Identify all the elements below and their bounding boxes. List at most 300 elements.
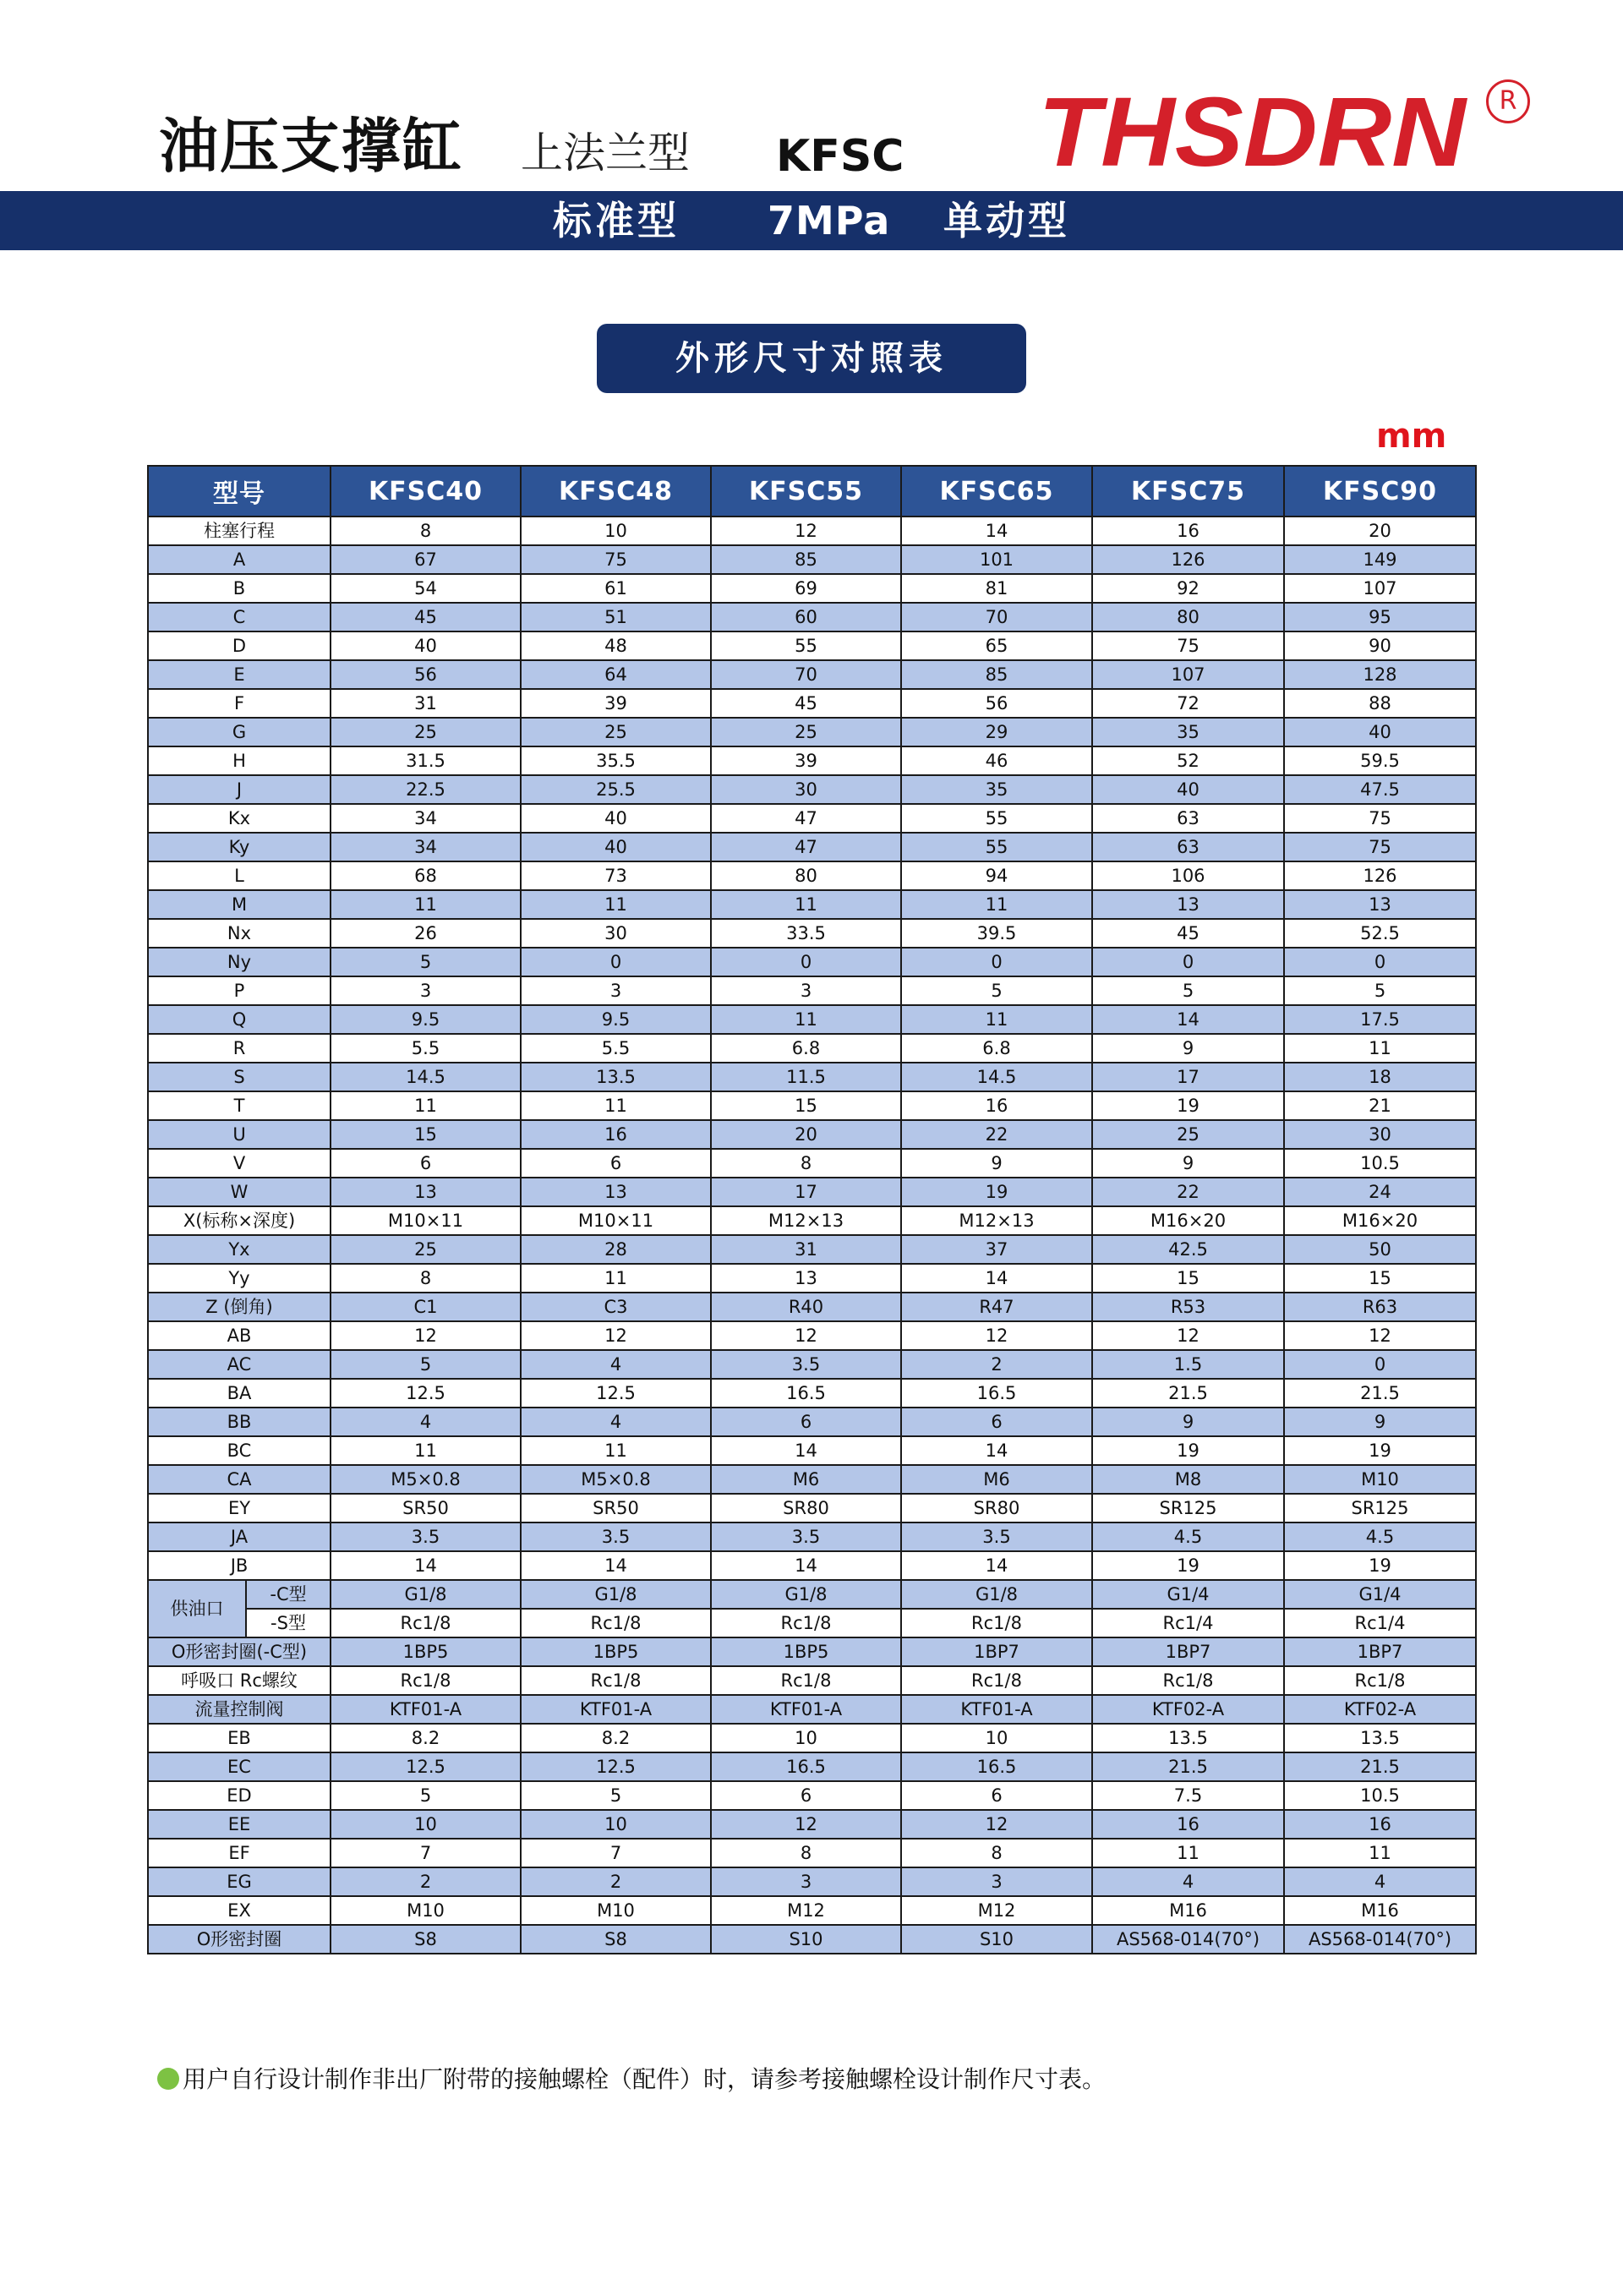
table-cell: 14	[901, 1551, 1092, 1580]
row-label: U	[148, 1120, 331, 1149]
table-row	[148, 660, 1476, 689]
table-row	[148, 1781, 1476, 1810]
table-cell: 5.5	[331, 1034, 521, 1063]
table-cell: 1BP5	[521, 1637, 711, 1666]
row-label: EC	[148, 1752, 331, 1781]
table-cell: 9	[1092, 1034, 1284, 1063]
table-cell: 5	[521, 1781, 711, 1810]
page-subtitle: 上法兰型	[521, 128, 690, 178]
table-row	[148, 976, 1476, 1005]
table-cell: 128	[1284, 660, 1476, 689]
table-row	[148, 1321, 1476, 1350]
table-row	[148, 804, 1476, 833]
table-row	[148, 948, 1476, 976]
header-model: KFSC90	[1284, 466, 1476, 517]
table-cell: 17	[711, 1178, 901, 1206]
row-sublabel: -S型	[246, 1609, 331, 1637]
table-row	[148, 1091, 1476, 1120]
table-cell: 0	[1284, 948, 1476, 976]
table-cell: M12	[901, 1896, 1092, 1925]
table-cell: 29	[901, 718, 1092, 746]
table-cell: R53	[1092, 1293, 1284, 1321]
table-cell: 14.5	[901, 1063, 1092, 1091]
table-cell: 25	[521, 718, 711, 746]
table-cell: 14	[331, 1551, 521, 1580]
table-cell: 12	[901, 1810, 1092, 1839]
header-model: KFSC75	[1092, 466, 1284, 517]
table-row	[148, 1408, 1476, 1436]
table-row	[148, 1465, 1476, 1494]
table-cell: 8.2	[331, 1724, 521, 1752]
table-cell: 6	[901, 1408, 1092, 1436]
table-cell: 39	[711, 746, 901, 775]
table-row	[148, 1005, 1476, 1034]
row-label: M	[148, 890, 331, 919]
table-cell: 1BP5	[331, 1637, 521, 1666]
table-cell: 16	[1284, 1810, 1476, 1839]
row-label: Kx	[148, 804, 331, 833]
table-cell: 2	[521, 1867, 711, 1896]
table-cell: 15	[331, 1120, 521, 1149]
table-cell: S10	[901, 1925, 1092, 1954]
table-cell: 3	[331, 976, 521, 1005]
table-cell: 54	[331, 574, 521, 603]
table-cell: 19	[1092, 1436, 1284, 1465]
table-cell: 149	[1284, 545, 1476, 574]
table-cell: 14	[901, 1264, 1092, 1293]
table-row	[148, 545, 1476, 574]
table-cell: 4.5	[1092, 1522, 1284, 1551]
table-cell: 52.5	[1284, 919, 1476, 948]
table-cell: 0	[901, 948, 1092, 976]
table-cell: R40	[711, 1293, 901, 1321]
table-cell: Rc1/8	[711, 1666, 901, 1695]
table-cell: 75	[1284, 833, 1476, 861]
table-cell: 40	[1092, 775, 1284, 804]
row-label: B	[148, 574, 331, 603]
table-cell: SR80	[711, 1494, 901, 1522]
table-cell: M6	[711, 1465, 901, 1494]
table-cell: 56	[331, 660, 521, 689]
table-cell: 7	[521, 1839, 711, 1867]
table-cell: 106	[1092, 861, 1284, 890]
table-cell: 11	[901, 1005, 1092, 1034]
table-cell: 39.5	[901, 919, 1092, 948]
table-row	[148, 603, 1476, 631]
table-cell: Rc1/8	[521, 1666, 711, 1695]
table-cell: 73	[521, 861, 711, 890]
table-row	[148, 1063, 1476, 1091]
table-cell: 1BP7	[1284, 1637, 1476, 1666]
table-cell: M12×13	[711, 1206, 901, 1235]
table-cell: 4.5	[1284, 1522, 1476, 1551]
table-cell: 65	[901, 631, 1092, 660]
table-cell: 6	[331, 1149, 521, 1178]
table-row	[148, 1551, 1476, 1580]
table-row	[148, 775, 1476, 804]
row-label: EE	[148, 1810, 331, 1839]
table-cell: 11	[521, 890, 711, 919]
table-cell: 11	[521, 1091, 711, 1120]
bullet-icon	[157, 2068, 179, 2090]
table-cell: 95	[1284, 603, 1476, 631]
table-cell: 45	[331, 603, 521, 631]
table-cell: 55	[711, 631, 901, 660]
table-cell: 12.5	[521, 1752, 711, 1781]
table-cell: 9	[901, 1149, 1092, 1178]
header-model-label: 型号	[148, 466, 331, 517]
model-code: KFSC	[776, 131, 904, 182]
table-cell: 11	[1092, 1839, 1284, 1867]
registered-mark-icon: R	[1486, 79, 1530, 123]
table-cell: 6.8	[901, 1034, 1092, 1063]
table-cell: G1/4	[1284, 1580, 1476, 1609]
table-cell: 34	[331, 833, 521, 861]
table-cell: 6	[901, 1781, 1092, 1810]
table-cell: KTF02-A	[1092, 1695, 1284, 1724]
table-cell: 13.5	[1092, 1724, 1284, 1752]
table-cell: 6	[521, 1149, 711, 1178]
table-cell: C1	[331, 1293, 521, 1321]
table-row	[148, 1752, 1476, 1781]
table-cell: M12×13	[901, 1206, 1092, 1235]
table-cell: 47.5	[1284, 775, 1476, 804]
table-cell: 10	[901, 1724, 1092, 1752]
table-row	[148, 1436, 1476, 1465]
table-cell: 2	[331, 1867, 521, 1896]
table-row	[148, 1637, 1476, 1666]
table-cell: 11	[711, 890, 901, 919]
table-cell: 13.5	[1284, 1724, 1476, 1752]
table-cell: AS568-014(70°)	[1284, 1925, 1476, 1954]
table-cell: M10×11	[331, 1206, 521, 1235]
table-cell: 5	[331, 1781, 521, 1810]
table-cell: 12	[901, 1321, 1092, 1350]
row-label: V	[148, 1149, 331, 1178]
table-cell: 34	[331, 804, 521, 833]
table-cell: 14	[711, 1551, 901, 1580]
table-row	[148, 1350, 1476, 1379]
spec-band	[0, 191, 1623, 250]
table-cell: 67	[331, 545, 521, 574]
table-cell: M10	[331, 1896, 521, 1925]
table-cell: 18	[1284, 1063, 1476, 1091]
table-cell: 39	[521, 689, 711, 718]
table-cell: 22	[901, 1120, 1092, 1149]
row-label: Z (倒角)	[148, 1293, 331, 1321]
spec-pressure: 7MPa	[768, 198, 891, 243]
table-cell: 19	[901, 1178, 1092, 1206]
table-cell: 11	[331, 890, 521, 919]
spec-action: 单动型	[943, 198, 1070, 243]
table-cell: 14	[711, 1436, 901, 1465]
table-cell: 3.5	[711, 1350, 901, 1379]
table-cell: 81	[901, 574, 1092, 603]
table-cell: Rc1/8	[711, 1609, 901, 1637]
table-cell: 7	[331, 1839, 521, 1867]
table-row	[148, 746, 1476, 775]
row-label: AB	[148, 1321, 331, 1350]
table-cell: 15	[1092, 1264, 1284, 1293]
table-cell: M16	[1092, 1896, 1284, 1925]
table-cell: 30	[521, 919, 711, 948]
table-cell: 22	[1092, 1178, 1284, 1206]
table-cell: 6.8	[711, 1034, 901, 1063]
row-label: W	[148, 1178, 331, 1206]
table-cell: KTF01-A	[331, 1695, 521, 1724]
table-cell: 61	[521, 574, 711, 603]
table-cell: 21.5	[1284, 1752, 1476, 1781]
table-cell: 16	[901, 1091, 1092, 1120]
table-cell: 0	[521, 948, 711, 976]
table-cell: 15	[1284, 1264, 1476, 1293]
table-cell: 17.5	[1284, 1005, 1476, 1034]
row-label: CA	[148, 1465, 331, 1494]
table-cell: 80	[1092, 603, 1284, 631]
table-cell: 16.5	[901, 1379, 1092, 1408]
row-label: L	[148, 861, 331, 890]
table-row	[148, 1178, 1476, 1206]
row-label: EG	[148, 1867, 331, 1896]
row-label: JB	[148, 1551, 331, 1580]
table-row	[148, 1120, 1476, 1149]
table-cell: 11	[331, 1436, 521, 1465]
table-cell: 47	[711, 804, 901, 833]
table-row	[148, 1867, 1476, 1896]
table-cell: 12	[331, 1321, 521, 1350]
row-label: 呼吸口 Rc螺纹	[148, 1666, 331, 1695]
table-cell: 63	[1092, 804, 1284, 833]
table-cell: M5×0.8	[331, 1465, 521, 1494]
table-cell: 9	[1092, 1408, 1284, 1436]
table-cell: 19	[1092, 1091, 1284, 1120]
table-cell: 5	[331, 948, 521, 976]
table-cell: M16×20	[1284, 1206, 1476, 1235]
table-cell: SR50	[521, 1494, 711, 1522]
table-cell: 59.5	[1284, 746, 1476, 775]
row-label: EY	[148, 1494, 331, 1522]
table-cell: 14	[901, 517, 1092, 545]
table-cell: 10.5	[1284, 1149, 1476, 1178]
table-cell: 11	[331, 1091, 521, 1120]
header-model: KFSC65	[901, 466, 1092, 517]
table-cell: 10	[331, 1810, 521, 1839]
table-cell: 70	[711, 660, 901, 689]
table-cell: Rc1/8	[1284, 1666, 1476, 1695]
row-label: EF	[148, 1839, 331, 1867]
section-title: 外形尺寸对照表	[597, 324, 1026, 393]
table-cell: 11	[1284, 1034, 1476, 1063]
table-cell: 37	[901, 1235, 1092, 1264]
table-cell: 90	[1284, 631, 1476, 660]
table-cell: M6	[901, 1465, 1092, 1494]
table-cell: 31	[711, 1235, 901, 1264]
table-cell: 3.5	[901, 1522, 1092, 1551]
table-cell: 16	[521, 1120, 711, 1149]
table-cell: Rc1/8	[901, 1666, 1092, 1695]
table-row	[148, 1149, 1476, 1178]
row-sublabel: -C型	[246, 1580, 331, 1609]
table-cell: 4	[521, 1350, 711, 1379]
table-cell: 21.5	[1284, 1379, 1476, 1408]
table-cell: Rc1/8	[901, 1609, 1092, 1637]
table-cell: 42.5	[1092, 1235, 1284, 1264]
row-label: P	[148, 976, 331, 1005]
table-cell: 88	[1284, 689, 1476, 718]
table-cell: 9.5	[331, 1005, 521, 1034]
table-row	[148, 1235, 1476, 1264]
table-cell: 5	[1284, 976, 1476, 1005]
table-cell: 40	[1284, 718, 1476, 746]
table-row	[148, 1034, 1476, 1063]
table-cell: 8.2	[521, 1724, 711, 1752]
table-cell: 16.5	[711, 1752, 901, 1781]
table-cell: G1/8	[901, 1580, 1092, 1609]
table-row	[148, 1379, 1476, 1408]
table-cell: 10.5	[1284, 1781, 1476, 1810]
table-row	[148, 1206, 1476, 1235]
table-cell: 6	[711, 1408, 901, 1436]
table-cell: 85	[901, 660, 1092, 689]
table-cell: 25	[331, 1235, 521, 1264]
table-cell: 19	[1092, 1551, 1284, 1580]
row-label: ED	[148, 1781, 331, 1810]
table-cell: M10×11	[521, 1206, 711, 1235]
table-cell: 11	[1284, 1839, 1476, 1867]
table-cell: 64	[521, 660, 711, 689]
row-label: Ny	[148, 948, 331, 976]
table-cell: 107	[1284, 574, 1476, 603]
table-cell: SR80	[901, 1494, 1092, 1522]
table-cell: 20	[1284, 517, 1476, 545]
table-cell: 3	[711, 1867, 901, 1896]
table-cell: SR125	[1284, 1494, 1476, 1522]
row-label: Yy	[148, 1264, 331, 1293]
table-cell: 45	[711, 689, 901, 718]
table-cell: 92	[1092, 574, 1284, 603]
table-cell: KTF01-A	[521, 1695, 711, 1724]
table-row	[148, 1580, 1476, 1609]
table-cell: 9	[1092, 1149, 1284, 1178]
table-cell: 8	[711, 1149, 901, 1178]
table-cell: 16	[1092, 517, 1284, 545]
row-label: E	[148, 660, 331, 689]
table-cell: 13.5	[521, 1063, 711, 1091]
table-cell: 3.5	[521, 1522, 711, 1551]
table-cell: 101	[901, 545, 1092, 574]
table-cell: 3	[711, 976, 901, 1005]
table-cell: 12	[1284, 1321, 1476, 1350]
table-cell: 17	[1092, 1063, 1284, 1091]
table-row	[148, 1925, 1476, 1954]
row-label: R	[148, 1034, 331, 1063]
table-cell: 35	[901, 775, 1092, 804]
table-cell: 25.5	[521, 775, 711, 804]
row-label: O形密封圈	[148, 1925, 331, 1954]
brand-logo-text: THSDRN	[1038, 78, 1468, 179]
table-cell: 20	[711, 1120, 901, 1149]
table-cell: 12.5	[331, 1379, 521, 1408]
table-cell: 16.5	[901, 1752, 1092, 1781]
table-cell: 85	[711, 545, 901, 574]
table-row	[148, 574, 1476, 603]
table-cell: 26	[331, 919, 521, 948]
table-cell: 35	[1092, 718, 1284, 746]
row-label: 流量控制阀	[148, 1695, 331, 1724]
row-label: JA	[148, 1522, 331, 1551]
table-cell: 47	[711, 833, 901, 861]
table-cell: M10	[1284, 1465, 1476, 1494]
row-label: AC	[148, 1350, 331, 1379]
table-cell: 51	[521, 603, 711, 631]
table-cell: 52	[1092, 746, 1284, 775]
dimension-table	[147, 465, 1477, 1954]
table-cell: 1.5	[1092, 1350, 1284, 1379]
table-cell: 68	[331, 861, 521, 890]
table-cell: 19	[1284, 1551, 1476, 1580]
table-cell: S8	[331, 1925, 521, 1954]
table-row	[148, 1522, 1476, 1551]
table-cell: 3	[901, 1867, 1092, 1896]
table-cell: G1/8	[521, 1580, 711, 1609]
table-row	[148, 1839, 1476, 1867]
table-cell: 1BP7	[1092, 1637, 1284, 1666]
table-cell: 11	[521, 1264, 711, 1293]
table-cell: R47	[901, 1293, 1092, 1321]
table-cell: 4	[331, 1408, 521, 1436]
table-cell: 12	[1092, 1321, 1284, 1350]
row-label: BB	[148, 1408, 331, 1436]
table-cell: 12	[711, 517, 901, 545]
table-cell: 40	[521, 833, 711, 861]
row-label: Q	[148, 1005, 331, 1034]
table-cell: 25	[331, 718, 521, 746]
table-cell: Rc1/8	[331, 1609, 521, 1637]
table-cell: 11	[901, 890, 1092, 919]
table-cell: R63	[1284, 1293, 1476, 1321]
table-cell: Rc1/4	[1092, 1609, 1284, 1637]
table-cell: 12	[711, 1810, 901, 1839]
table-cell: 14	[521, 1551, 711, 1580]
table-cell: 107	[1092, 660, 1284, 689]
row-label: S	[148, 1063, 331, 1091]
table-cell: G1/4	[1092, 1580, 1284, 1609]
table-cell: 8	[331, 1264, 521, 1293]
table-cell: 6	[711, 1781, 901, 1810]
table-cell: 21.5	[1092, 1752, 1284, 1781]
row-group-label: 供油口	[148, 1580, 246, 1637]
table-cell: 5.5	[521, 1034, 711, 1063]
table-cell: 24	[1284, 1178, 1476, 1206]
header-model: KFSC55	[711, 466, 901, 517]
table-cell: 3.5	[711, 1522, 901, 1551]
table-cell: 5	[1092, 976, 1284, 1005]
table-cell: 55	[901, 833, 1092, 861]
table-cell: 12.5	[521, 1379, 711, 1408]
table-cell: 14	[901, 1436, 1092, 1465]
table-cell: Rc1/8	[331, 1666, 521, 1695]
table-cell: 40	[521, 804, 711, 833]
table-cell: 75	[1092, 631, 1284, 660]
table-cell: M12	[711, 1896, 901, 1925]
table-cell: 13	[1284, 890, 1476, 919]
table-cell: G1/8	[331, 1580, 521, 1609]
table-cell: 8	[711, 1839, 901, 1867]
row-label: G	[148, 718, 331, 746]
table-cell: 126	[1284, 861, 1476, 890]
table-row	[148, 517, 1476, 545]
table-header-row	[148, 466, 1476, 517]
